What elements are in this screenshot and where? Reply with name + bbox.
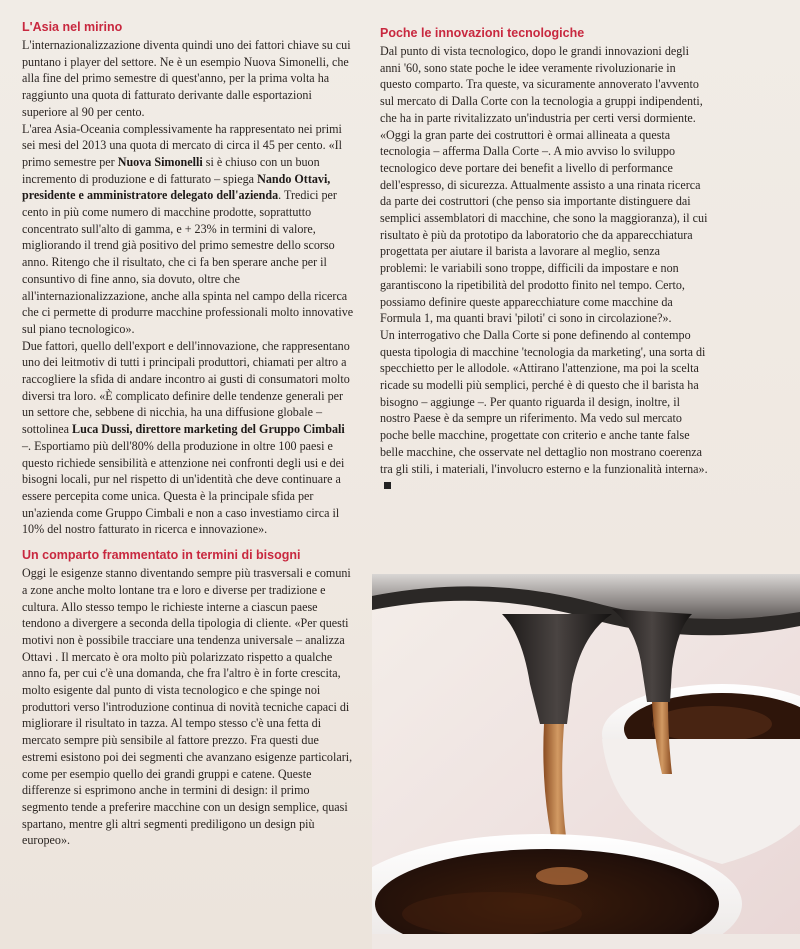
right-column [380, 26, 710, 504]
paragraph-internazionalizzazione: L'internazionalizzazione diventa quindi uno dei fattori chiave su cui puntano i player del settore. Ne è un esempio Nuova Simonelli, che alla fine del primo semestre di quest'anno, per la prima volta ha raggiunto una quota di fatturato derivante dalle esportazioni superiore al 90 per cento. [22, 38, 351, 119]
bold-person-name: Luca Dussi, direttore marketing del Gruppo Cimbali [72, 422, 345, 437]
paragraph-esigenze: Oggi le esigenze stanno diventando sempre più trasversali e comuni a zone anche molto lontane tra e loro e diverse per tradizione e cultura. Allo stesso tempo le richieste interne a ciascun paese tendono a divergere a seconda della tipologia di cliente. «Per questi motivi non è possibile tracciare una tendenza universale – analizza Ottavi . Il mercato è ora molto più polarizzato rispetto a qualche anno fa, per cui c'è una domanda, che fra l'altro è in forte crescita, molto esigente dal punto di vista tecnologico e che spinge noi produttori verso l'introduzione continua di novità tecniche capaci di migliorare il risultato in tazza. Al tempo stesso c'è una fetta di mercato sempre più sensibile al fattore prezzo. Fra questi due estremi esistono poi dei segmenti che avanzano esigenze particolari, come per esempio quello dei grandi gruppi e catene. Queste differenze si esprimono anche in termini di design: il primo segmento tende a preferire macchine con un design semplice, quasi spartano, mentre gli altri segmenti prediligono un design più europeo». [22, 566, 353, 848]
text-run: . Tredici per cento in più come numero di macchine prodotte, soprattutto concentrato sull'alto di gamma, e + 23% in termini di valore, migliorando il trend già positivo del primo semestre dello scorso anno. Ritengo che il risultato, che ci fa ben sperare anche per il consuntivo di fine anno, sia dovuto, oltre che all'internazionalizzazione, anche alla spinta nel campo della ricerca che ci permette di produrre macchine professionali molto innovative sul piano tecnologico». [22, 188, 354, 336]
bold-person-name: Nando Ottavi, presidente e amministratore delegato dell'azienda [22, 171, 331, 203]
paragraph-interrogativo [380, 327, 710, 494]
bold-company-name: Nuova Simonelli [117, 154, 203, 169]
text-run: Due fattori, quello dell'export e dell'innovazione, che rappresentano uno dei leitmotiv di tutti i principali produttori, chiamati per altro a raccogliere la sfida di andare incontro ai gusti di consumatori molto diversi tra loro. «È complicato definire delle tendenze generali per un settore che, sebbene di nicchia, ha una diffusione globale – sottolinea [22, 338, 350, 437]
paragraph-due-fattori [22, 338, 354, 538]
section-innovazioni [380, 26, 710, 494]
espresso-photo [372, 574, 800, 949]
text-run: –. Esportiamo più dell'80% della produzione in oltre 100 paesi e questo richiede sensibilità e attenzione nei confronti degli usi e dei bisogni locali, pur nel rispetto di un'identità che deve continuare a essere percepita come unica. Questa è la principale sfida per un'azienda come Gruppo Cimbali e non a caso investiamo circa il 10% del nostro fatturato in ricerca e innovazione». [22, 438, 345, 537]
section-heading-innovazioni: Poche le innovazioni tecnologiche [380, 26, 585, 40]
espresso-illustration [372, 574, 800, 949]
section-asia [22, 20, 354, 538]
text-run: Un interrogativo che Dalla Corte si pone definendo al contempo questa tipologia di macchine 'tecnologia da marketing', una sorta di specchietto per le allodole. «Attirano l'attenzione, ma poi la scelta ricade su modelli più semplici, perché è di questo che il barista ha bisogno – aggiunge –. Per quanto riguarda il design, inoltre, il nostro Paese è da sempre un riferimento. Ma vedo sul mercato poche belle macchine, progettate con criterio e anche tante false belle macchine, che osservate nel dettaglio non mostrano coerenza tra gli stili, i materiali, l'involucro esterno e la funzionalità interna». [380, 327, 708, 476]
section-heading-asia: L'Asia nel mirino [22, 20, 123, 34]
section-comparto [22, 548, 354, 849]
text-run: L'area Asia-Oceania complessivamente ha rappresentato nei primi sei mesi del 2013 una quota di mercato di circa il 45 per cento. «Il primo semestre per [22, 121, 343, 169]
left-column [22, 20, 354, 859]
paragraph-costruttori: «Oggi la gran parte dei costruttori è ormai allineata a questa tecnologia – afferma Dalla Corte –. A mio avviso lo sviluppo tecnologico deve portare dei benefit a livello di performance dell'espresso, di sicurezza. Attualmente assisto a una rinata ricerca da parte dei costruttori (che penso sia importante distinguere dai semplici assemblatori di macchine, che sono la maggioranza), il cui risultato è più da prototipo da laboratorio che da apparecchiatura progettata per aiutare il barista a lavorare al meglio, senza problemi: le variabili sono troppe, difficili da impostare e non garantiscono la ripetibilità del prodotto finito nel tempo. Certo, possiamo definire queste apparecchiature come macchine da Formula 1, ma quanti bravi 'piloti' ci sono in circolazione?». [380, 127, 708, 326]
paragraph-punto-di-vista: Dal punto di vista tecnologico, dopo le grandi innovazioni degli anni '60, sono state poche le idee veramente rivoluzionarie in questo comparto. Tra queste, va sicuramente annoverato l'avvento sul mercato di Dalla Corte con la tecnologia a gruppi indipendenti, che ha in parte rivitalizzato un'industria per certi versi dormiente. [380, 44, 703, 125]
paragraph-asia-oceania [22, 121, 354, 338]
text-run: si è chiuso con un buon incremento di produzione e di fatturato – spiega [22, 154, 320, 186]
end-mark-icon [384, 482, 391, 489]
section-heading-comparto: Un comparto frammentato in termini di bisogni [22, 548, 301, 563]
